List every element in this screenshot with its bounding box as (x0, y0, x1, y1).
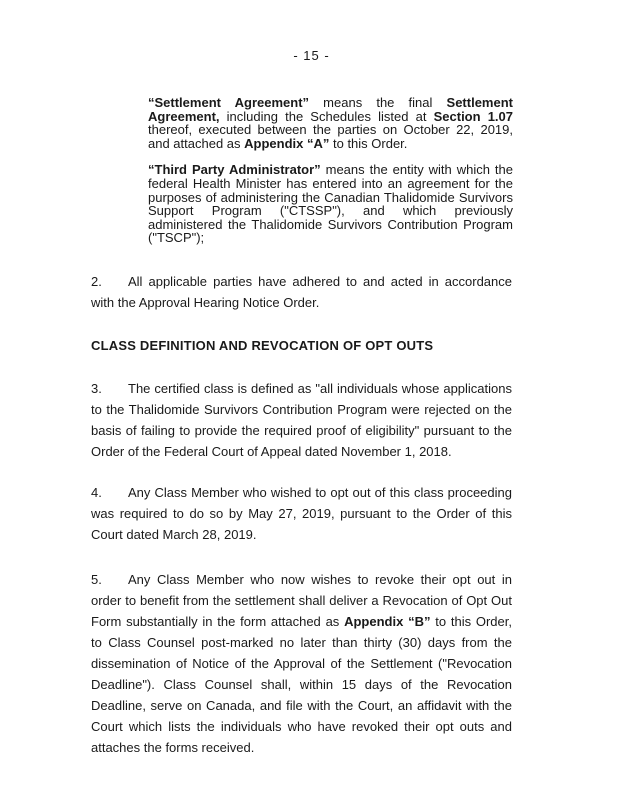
paragraph-text-2: All applicable parties have adhered to and acted in accordance with the Approval Hearing Notice Order. (91, 273, 512, 310)
numbered-paragraph-3 (91, 378, 512, 462)
paragraph-text-5: Any Class Member who now wishes to revoke their opt out in order to benefit from the settlement shall deliver a Revocation of Opt Out Form substantially in the form attached as Appendix “B” to this Order, to Class Counsel post-marked no later than thirty (30) days from the dissemination of Notice of the Approval of the Settlement ("Revocation Deadline"). Class Counsel shall, within 15 days of the Revocation Deadline, serve on Canada, and file with the Court, an affidavit with the Court which lists the individuals who have revoked their opt outs and attaches the forms received. (91, 571, 512, 755)
paragraph-number-2: 2. (91, 273, 102, 289)
page-number: - 15 - (293, 48, 330, 63)
paragraph-number-5: 5. (91, 571, 102, 587)
numbered-paragraph-4 (91, 482, 512, 545)
paragraph-text-4: Any Class Member who wished to opt out of this class proceeding was required to do so by May 27, 2019, pursuant to the Order of this Court dated March 28, 2019. (91, 484, 512, 542)
numbered-paragraph-5 (91, 569, 512, 758)
section-heading-class-definition: CLASS DEFINITION AND REVOCATION OF OPT OUTS (91, 337, 434, 353)
definition-third-party-administrator: “Third Party Administrator” means the entity with which the federal Health Minister has entered into an agreement for the purposes of administering the Canadian Thalidomide Survivors Support Program ("CTSSP"), and which previously administered the Thalidomide Survivors Contribution Program ("TSCP"); (148, 162, 513, 246)
paragraph-number-3: 3. (91, 380, 102, 396)
paragraph-number-4: 4. (91, 484, 102, 500)
paragraph-text-3: The certified class is defined as "all individuals whose applications to the Thalidomide Survivors Contribution Program were rejected on the basis of failing to provide the required proof of eligibility" pursuant to the Order of the Federal Court of Appeal dated November 1, 2018. (91, 380, 512, 459)
numbered-paragraph-2 (91, 271, 512, 313)
definition-settlement-agreement: “Settlement Agreement” means the final Settlement Agreement, including the Schedules listed at Section 1.07 thereof, executed between the parties on October 22, 2019, and attached as Appendix “A” to this Order. (148, 95, 513, 151)
